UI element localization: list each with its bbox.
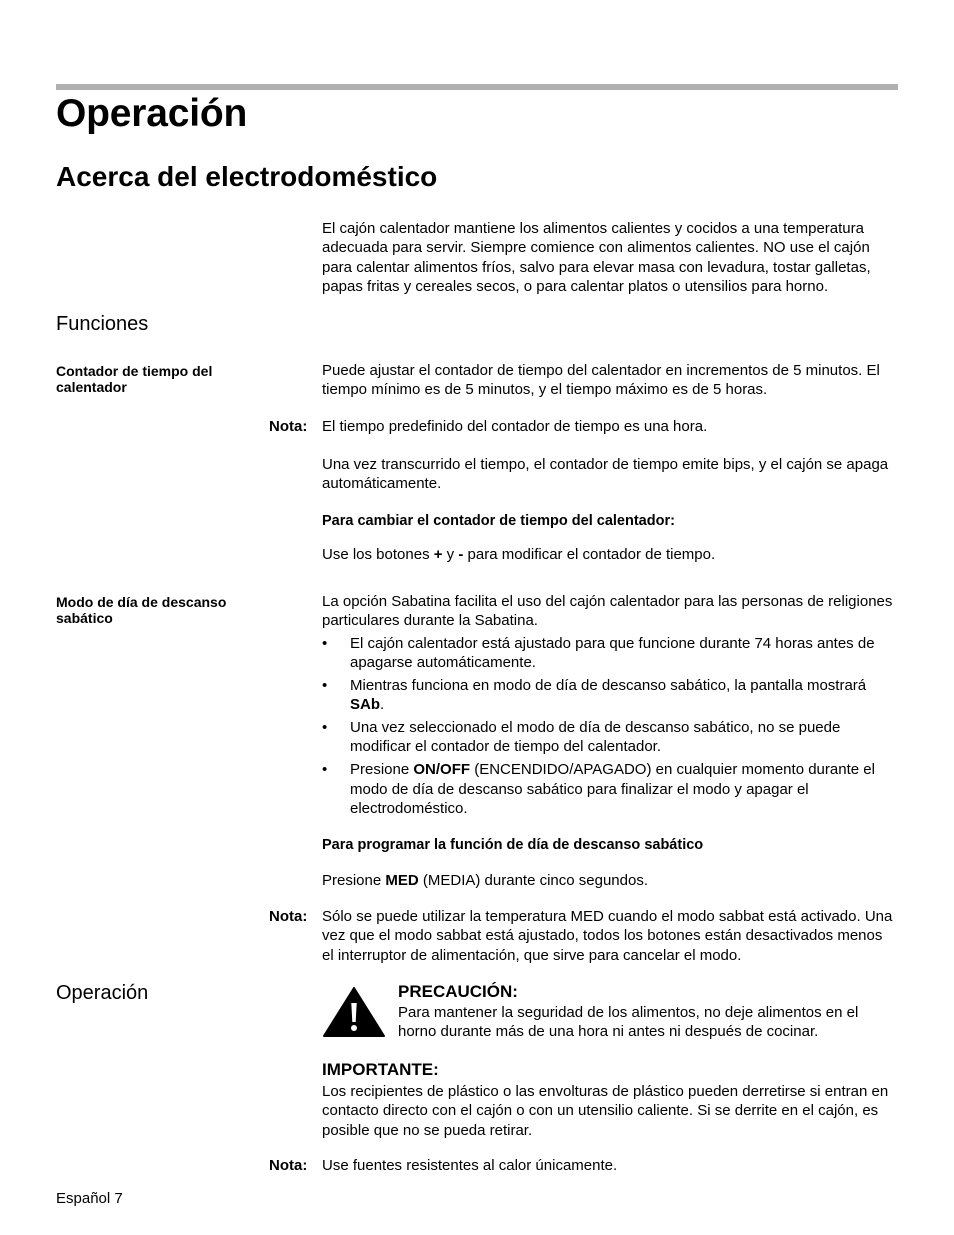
sabbath-side-heading: Modo de día de descanso sabático [56,594,227,626]
warning-triangle-icon [322,986,386,1038]
page-title: Operación [56,92,248,135]
caution-text: Para mantener la seguridad de los alimentos, no deje alimentos en el horno durante más de una hora ni antes ni después de cocinar. [398,1004,859,1040]
bullet-text: Mientras funciona en modo de día de descanso sabático, la pantalla mostrará [350,677,867,695]
list-item [322,718,898,757]
display-code: SAb [350,696,380,714]
med-label: MED [385,872,419,889]
operacion-heading: Operación [56,982,149,1004]
sabbath-bullet-list [322,634,898,822]
use-mid: y [442,546,459,563]
sabbath-nota-label: Nota: [269,908,308,925]
timer-paragraph-2: Una vez transcurrido el tiempo, el contador de tiempo emite bips, y el cajón se apaga automáticamente. [322,456,889,493]
bullet: • [322,719,328,737]
sabbath-press-text [322,871,898,890]
header-rule [56,84,898,90]
list-item [322,634,898,673]
plus-button-label: + [433,546,443,563]
timer-paragraph: Puede ajustar el contador de tiempo del calentador en incrementos de 5 minutos. El tiempo mínimo es de 5 minutos, y el tiempo máximo es de 5 horas. [322,362,880,399]
bullet-text-end: (ENCENDIDO/APAGADO) en cualquier momento durante el modo de día de descanso sabático para finalizar el modo y apagar el electrodoméstico. [350,761,875,817]
timer-nota-label: Nota: [269,418,308,435]
press-pre: Presione [322,872,386,889]
sabbath-paragraph: La opción Sabatina facilita el uso del cajón calentador para las personas de religiones particulares durante la Sabatina. [322,593,893,630]
sabbath-subheading: Para programar la función de día de descanso sabático [322,837,704,853]
list-item [322,676,898,715]
intro-paragraph: El cajón calentador mantiene los alimentos calientes y cocidos a una temperatura adecuada para servir. Siempre comience con alimentos calientes. NO use el cajón para calentar alimentos fríos, salvo para elevar masa con levadura, tostar galletas, papas fritas y cereales secos, o para calentar platos o utensilios para horno. [322,220,871,295]
operacion-nota-label: Nota: [269,1157,308,1174]
press-post: (MEDIA) durante cinco segundos. [418,872,648,889]
funciones-heading: Funciones [56,313,149,335]
section-title: Acerca del electrodoméstico [56,161,438,192]
timer-nota-text: El tiempo predefinido del contador de tiempo es una hora. [322,418,708,435]
important-text: Los recipientes de plástico o las envolturas de plástico pueden derretirse si entran en contacto directo con el cajón o con un utensilio caliente. Si se derrite en el cajón, es posible que no se pueda retirar. [322,1083,889,1139]
on-off-label: ON/OFF [413,761,471,779]
minus-button-label: - [458,546,464,563]
bullet-text: Presione [350,761,414,779]
important-title: IMPORTANTE: [322,1060,439,1079]
bullet: • [322,677,328,695]
use-post: para modificar el contador de tiempo. [463,546,716,563]
bullet-text-end: . [380,696,385,714]
bullet: • [322,635,328,652]
bullet-text: Una vez seleccionado el modo de día de descanso sabático, no se puede modificar el contador de tiempo del calentador. [350,719,841,756]
bullet-text: El cajón calentador está ajustado para que funcione durante 74 horas antes de apagarse automáticamente. [350,635,875,672]
use-pre: Use los botones [322,546,434,563]
timer-side-heading: Contador de tiempo del calentador [56,363,213,395]
caution-title: PRECAUCIÓN: [398,982,518,1001]
operacion-nota-text: Use fuentes resistentes al calor únicamente. [322,1157,618,1174]
page-footer: Español 7 [56,1190,123,1207]
sabbath-nota-text: Sólo se puede utilizar la temperatura MED cuando el modo sabbat está activado. Una vez que el modo sabbat está ajustado, todos los botones están desactivados menos el interruptor de alimentación, que sirve para cancelar el modo. [322,908,893,964]
timer-use-buttons-text [322,545,898,564]
bullet: • [322,761,328,779]
list-item [322,760,898,818]
timer-subheading: Para cambiar el contador de tiempo del calentador: [322,513,675,529]
